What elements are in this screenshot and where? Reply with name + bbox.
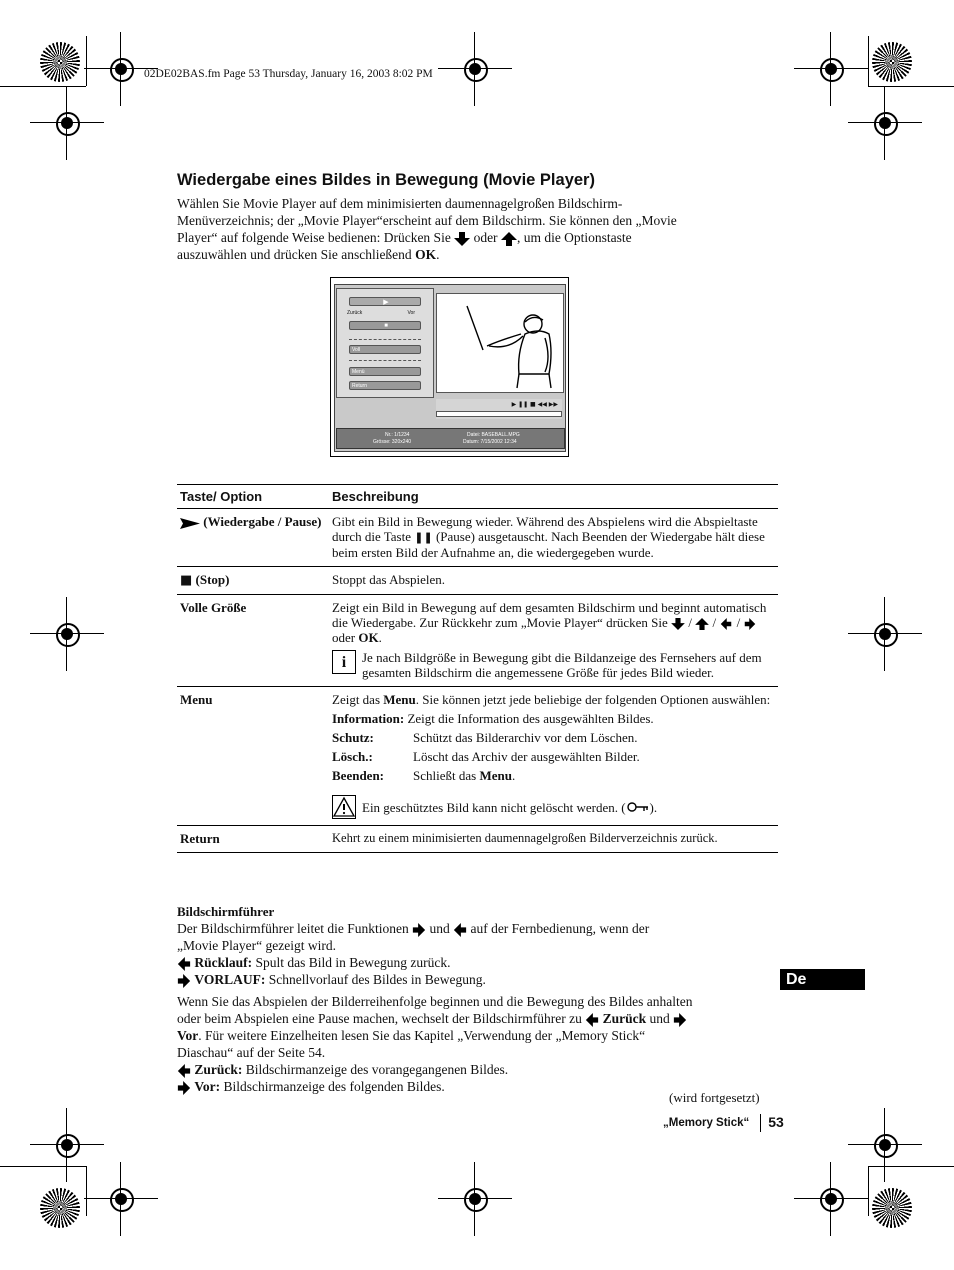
crosshair-mark	[50, 106, 84, 140]
footer-section: „Memory Stick“	[663, 1117, 750, 1130]
guide-line: VORLAUF: Schnellvorlauf des Bildes in Bewegung.	[177, 971, 777, 988]
option-description: Kehrt zu einem minimisierten daumennagelgroßen Bilderverzeichnis zurück.	[329, 826, 778, 853]
option-description: Zeigt das Menu. Sie können jetzt jede beliebige der folgenden Optionen auswählen: Information: Zeigt die Information des ausgewählten Bildes. Schutz: Schützt das Bilderarchiv vor dem Löschen. Lösch.: Löscht das Archiv der ausgewählten Bilder. Beenden: Schließt das Menu . Ein geschütztes Bild kann nicht gelöscht werden. ( ).	[329, 687, 778, 826]
crosshair-mark	[868, 106, 902, 140]
option-description: Gibt ein Bild in Bewegung wieder. Während des Abspielens wird die Abspieltaste durch die Taste ❚❚ (Pause) ausgetauscht. Nach Beenden der Wiedergabe hält diese beim ersten Bild der Aufnahme an, die wiedergegeben wurde.	[329, 509, 778, 567]
return-button: Return	[349, 381, 421, 390]
options-table	[177, 484, 778, 853]
arrow-left-icon	[719, 618, 733, 630]
groesse-label: Grösse: 320x240	[373, 439, 412, 445]
sub-option: Lösch.: Löscht das Archiv der ausgewählten Bilder.	[332, 749, 640, 765]
paragraph-line: Vor: Bildschirmanzeige des folgenden Bildes.	[177, 1078, 787, 1095]
movie-player-screenshot	[330, 277, 569, 457]
arrow-right-icon	[177, 974, 191, 988]
paragraph-line: Zurück: Bildschirmanzeige des vorangegangenen Bildes.	[177, 1061, 787, 1078]
paragraph-line: Vor. Für weitere Einzelheiten lesen Sie das Kapitel „Verwendung der „Memory Stick“	[177, 1028, 646, 1043]
registration-star-top-right	[872, 42, 912, 82]
crosshair-mark	[50, 617, 84, 651]
arrow-right-icon	[673, 1013, 687, 1027]
crosshair-mark	[814, 52, 848, 86]
trim-line	[868, 1166, 954, 1167]
paragraph-line: Wenn Sie das Abspielen der Bilderreihenfolge beginnen und die Bewegung des Bildes anhalten	[177, 994, 693, 1009]
play-button: ▶	[349, 297, 421, 306]
info-note	[332, 650, 775, 680]
table-row	[177, 595, 778, 687]
arrow-down-icon	[671, 618, 685, 630]
pause-paragraph	[177, 993, 787, 1095]
sub-option: Schutz: Schützt das Bilderarchiv vor dem Löschen.	[332, 730, 638, 746]
info-icon: i	[332, 650, 356, 674]
progress-bar	[436, 411, 562, 417]
option-key: Menu	[177, 687, 329, 826]
zurueck-label: Zurück	[347, 310, 363, 316]
movie-player-screen	[334, 284, 566, 452]
table-header	[177, 485, 778, 509]
option-key: (Wiedergabe / Pause)	[177, 509, 329, 567]
play-icon	[180, 518, 200, 529]
key-icon	[627, 802, 649, 812]
crosshair-mark	[868, 617, 902, 651]
option-key: ■ (Stop)	[177, 567, 329, 595]
option-description: Zeigt ein Bild in Bewegung auf dem gesamten Bildschirm und beginnt automatisch die Wiedergabe. Zur Rückkehr zum „Movie Player“ drücken Sie / / / oder OK. i Je nach Bildgröße in Bewegung gibt die Bildanzeige des Fernsehers auf dem gesamten Bildschirm die angemessene Größe für jedes Bild wieder.	[329, 595, 778, 687]
sub-option: Information: Zeigt die Information des ausgewählten Bildes.	[332, 711, 654, 727]
option-key: Volle Größe	[177, 595, 329, 687]
page-number: 53	[768, 1114, 784, 1131]
column-header: Beschreibung	[329, 485, 778, 509]
guide-line: Der Bildschirmführer leitet die Funktionen und auf der Fernbedienung, wenn der	[177, 921, 650, 936]
arrow-left-icon	[453, 923, 467, 937]
crosshair-mark	[104, 52, 138, 86]
menu-divider	[349, 339, 421, 340]
crosshair-mark	[868, 1128, 902, 1162]
paragraph-line: oder beim Abspielen eine Pause machen, wechselt der Bildschirmführer zu Zurück und	[177, 1010, 787, 1027]
arrow-up-icon	[695, 618, 709, 630]
arrow-left-icon	[177, 957, 191, 971]
footer-divider	[760, 1114, 761, 1132]
arrow-up-icon	[501, 232, 517, 246]
guide-line: „Movie Player“ gezeigt wird.	[177, 938, 336, 953]
registration-star-bottom-right	[872, 1188, 912, 1228]
crosshair-mark	[458, 1182, 492, 1216]
option-key: Return	[177, 826, 329, 853]
registration-star-top-left	[40, 42, 80, 82]
movie-player-menu	[336, 288, 434, 398]
crosshair-mark	[458, 52, 492, 86]
arrow-right-icon	[412, 923, 426, 937]
warning-icon	[332, 795, 356, 819]
menu-divider	[349, 360, 421, 361]
vor-label: Vor	[407, 310, 415, 316]
crosshair-mark	[50, 1128, 84, 1162]
intro-paragraph	[177, 195, 777, 263]
trim-line	[0, 86, 86, 87]
column-header: Taste/ Option	[177, 485, 329, 509]
trim-line	[868, 36, 869, 86]
baseball-player-image	[437, 294, 563, 392]
option-description: Stoppt das Abspielen.	[329, 567, 778, 595]
crosshair-mark	[814, 1182, 848, 1216]
arrow-down-icon	[454, 232, 470, 246]
guide-section	[177, 903, 777, 988]
guide-heading: Bildschirmführer	[177, 904, 275, 919]
datum-label: Datum: 7/15/2002 12:34	[463, 439, 517, 445]
arrow-left-icon	[585, 1013, 599, 1027]
pause-icon: ❚❚	[414, 531, 433, 544]
info-bar	[336, 428, 565, 449]
nr-label: Nr.: 1/1234	[385, 432, 410, 438]
table-row	[177, 687, 778, 826]
trim-line	[86, 1166, 87, 1216]
player-controls-icons: ▶ ❚❚ ■ ◀◀ ▶▶	[511, 401, 558, 408]
table-row	[177, 826, 778, 853]
arrow-right-icon	[177, 1081, 191, 1095]
intro-line: Wählen Sie Movie Player auf dem minimisierten daumennagelgroßen Bildschirm-	[177, 196, 623, 211]
note-text: Je nach Bildgröße in Bewegung gibt die Bildanzeige des Fernsehers auf dem gesamten Bildschirm die angemessene Größe für jedes Bild wieder.	[362, 650, 762, 681]
table-row	[177, 567, 778, 595]
warning-note: Ein geschütztes Bild kann nicht gelöscht werden. ( ).	[332, 795, 775, 819]
paragraph-line: Diaschau“ auf der Seite 54.	[177, 1045, 326, 1060]
trim-line	[868, 1166, 869, 1216]
page-title: Wiedergabe eines Bildes in Bewegung (Movie Player)	[177, 171, 595, 189]
intro-line: Player“ auf folgende Weise bedienen: Drücken Sie oder , um die Optionstaste	[177, 230, 632, 245]
stop-icon: ■	[180, 573, 193, 588]
note-text: Ein geschütztes Bild kann nicht gelöscht werden. (	[362, 799, 626, 815]
trim-line	[86, 36, 87, 86]
menue-button: Menü	[349, 367, 421, 376]
sub-option: Beenden: Schließt das Menu .	[332, 768, 516, 784]
arrow-left-icon	[177, 1064, 191, 1078]
voll-button: Voll	[349, 345, 421, 354]
file-header: 02DE02BAS.fm Page 53 Thursday, January 16, 2003 8:02 PM	[144, 68, 433, 80]
baseball-picture	[436, 293, 564, 393]
continued-note: (wird fortgesetzt)	[669, 1090, 760, 1105]
registration-star-bottom-left	[40, 1188, 80, 1228]
nav-row	[347, 310, 423, 316]
intro-line: Menüverzeichnis; der „Movie Player“erscheint auf dem Bildschirm. Sie können den „Movie	[177, 213, 677, 228]
guide-line: Rücklauf: Spult das Bild in Bewegung zurück.	[177, 954, 777, 971]
arrow-right-icon	[743, 618, 757, 630]
table-row	[177, 509, 778, 567]
control-strip	[436, 399, 562, 419]
footer	[663, 1114, 784, 1132]
trim-line	[868, 86, 954, 87]
intro-line: auszuwählen und drücken Sie anschließend OK.	[177, 247, 440, 262]
crosshair-mark	[104, 1182, 138, 1216]
datei-label: Datei: BASEBALL.MPG	[467, 432, 520, 438]
stop-button: ■	[349, 321, 421, 330]
trim-line	[0, 1166, 86, 1167]
language-tab: De	[780, 969, 865, 990]
